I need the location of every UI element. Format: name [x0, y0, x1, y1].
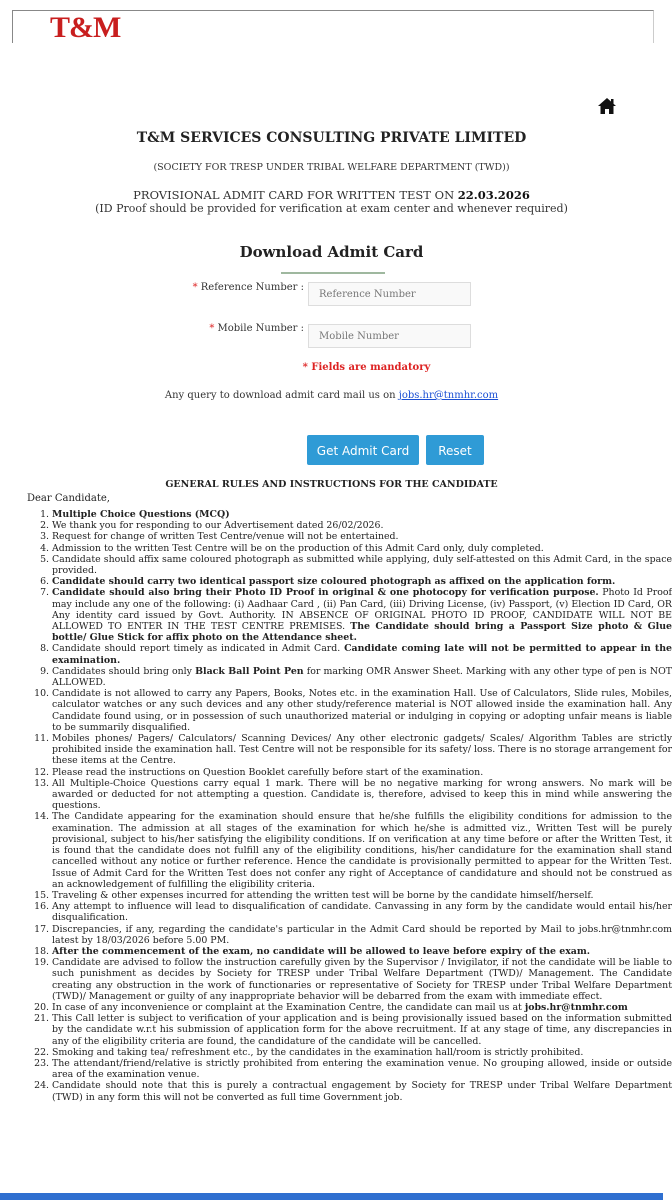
rule-text: Please read the instructions on Question Booklet carefully before start of the examination.: [52, 766, 484, 778]
rule-text: jobs.hr@tnmhr.com: [524, 1001, 628, 1013]
rule-text: Multiple Choice Questions (MCQ): [52, 509, 230, 520]
rule-text: Candidate should also bring their Photo ID Proof in original & one photocopy for verification purpose.: [52, 587, 599, 599]
rule-item: [52, 1002, 672, 1013]
rule-item: [52, 890, 672, 901]
rule-text: Smoking and taking tea/ refreshment etc., by the candidates in the examination hall/room is strictly prohibited.: [52, 1046, 584, 1058]
rule-text: In case of any inconvenience or complaint at the Examination Centre, the candidate can mail us at: [52, 1001, 525, 1013]
rule-item: [52, 767, 672, 778]
rule-text: The attendant/friend/relative is strictly prohibited from entering the examination venue. No grouping allowed, inside or outside area of the examination venue.: [52, 1057, 672, 1081]
bottom-bar: [0, 1193, 663, 1200]
query-note: Any query to download admit card mail us on jobs.hr@tnmhr.com: [164, 390, 499, 401]
rule-item: [52, 924, 672, 946]
rule-text: We thank you for responding to our Advertisement dated 26/02/2026.: [52, 520, 384, 532]
rule-item: [52, 509, 672, 520]
rule-item: [52, 554, 672, 576]
rule-item: [52, 531, 672, 542]
rule-text: Candidates should bring only: [52, 665, 196, 677]
rule-text: Traveling & other expenses incurred for attending the written test will be borne by the candidate himself/herself.: [52, 889, 594, 901]
rule-text: Black Ball Point Pen: [195, 665, 304, 677]
rule-text: Discrepancies, if any, regarding the candidate's particular in the Admit Card should be reported by Mail to jobs.hr@tnmhr.com latest by 18/03/2026 before 5.00 PM.: [52, 923, 672, 946]
rule-text: The Candidate should bring a Passport Size photo & Glue bottle/ Glue Stick for affix photo on the Attendance sheet.: [52, 621, 672, 644]
rule-text: Request for change of written Test Centre/venue will not be entertained.: [52, 531, 399, 543]
id-proof-note: (ID Proof should be provided for verification at exam center and whenever required): [95, 202, 568, 215]
rule-item: [52, 1058, 672, 1080]
rule-item: [52, 666, 672, 688]
rule-item: [52, 957, 672, 1002]
rule-text: for marking OMR Answer Sheet. Marking with any other type of pen is NOT ALLOWED.: [52, 665, 672, 689]
rule-item: [52, 778, 672, 812]
title-underline: [281, 272, 385, 274]
reference-number-label: * Reference Number :: [192, 282, 304, 293]
rule-item: [52, 643, 672, 665]
society-subtitle: (SOCIETY FOR TRESP UNDER TRIBAL WELFARE DEPARTMENT (TWD)): [153, 162, 510, 173]
rule-item: [52, 901, 672, 923]
reset-button[interactable]: Reset: [426, 435, 484, 465]
mobile-number-label: * Mobile Number :: [209, 323, 304, 334]
rule-text: Candidate coming late will not be permitted to appear in the examination.: [52, 643, 672, 666]
rule-text: Mobiles phones/ Pagers/ Calculators/ Scanning Devices/ Any other electronic gadgets/ Scales/ Algorithm Tables are strictly prohibited inside the examination hall. Test Centre will not be responsible for its safety/ loss. There is no storage arrangement for these items at the Centre.: [52, 733, 672, 767]
rule-item: [52, 811, 672, 889]
rule-text: Candidate is not allowed to carry any Papers, Books, Notes etc. in the examination Hall. Use of Calculators, Slide rules, Mobiles, calculator watches or any such devices and any other study/reference material is NOT allowed inside the examination hall. Any Candidate found using, or in possession of such unauthorized material or indulging in copying or adopting unfair means is liable to be summarily disqualified.: [52, 688, 672, 733]
rule-text: Candidate should note that this is purely a contractual engagement by Society for TRESP under Tribal Welfare Department (TWD) in any form this will not be converted as full time Government job.: [52, 1080, 672, 1103]
mandatory-note: * Fields are mandatory: [302, 362, 431, 373]
rule-text: Candidate should report timely as indicated in Admit Card.: [52, 643, 345, 655]
rule-text: Admission to the written Test Centre will be on the production of this Admit Card only, duly completed.: [52, 542, 544, 554]
rule-item: [52, 587, 672, 643]
query-email-link[interactable]: jobs.hr@tnmhr.com: [398, 390, 499, 401]
rule-text: The Candidate appearing for the examination should ensure that he/she fulfills the eligibility conditions for admission to the examination. The admission at all stages of the examination for which he/she is admitted viz., Written Test will be purely provisional, subject to his/her satisfying the eligibility conditions. If on verification at any time before or after the Written Test, it is found that the candidate does not fulfill any of the eligibility conditions, his/her candidature for the examination shall stand cancelled without any notice or further reference. Hence the candidate is provisionally permitted to appear for the Written Test. Issue of Admit Card for the Written Test does not confer any right of Acceptance of candidature and should not be construed as an acknowledgement of fulfilling the eligibility criteria.: [52, 811, 672, 890]
company-name: T&M SERVICES CONSULTING PRIVATE LIMITED: [136, 130, 527, 146]
rule-text: Candidate should affix same coloured photograph as submitted while applying, duly self-attested on this Admit Card, in the space provided.: [52, 553, 672, 577]
exam-date: 22.03.2026: [457, 188, 530, 202]
mobile-number-input[interactable]: [308, 324, 471, 348]
greeting: Dear Candidate,: [27, 493, 110, 504]
rule-item: [52, 1013, 672, 1047]
rule-text: This Call letter is subject to verification of your application and is being provisionally issued based on the information submitted by the candidate w.r.t his submission of application form for the above recruitment. If at any stage of time, any discrepancies in any of the eligibility criteria are found, the candidature of the candidate will be cancelled.: [52, 1013, 672, 1047]
rules-list: [28, 509, 672, 1103]
rule-text: After the commencement of the exam, no candidate will be allowed to leave before expiry of the exam.: [52, 945, 591, 957]
rule-text: Candidate should carry two identical passport size coloured photograph as affixed on the application form.: [52, 576, 616, 588]
provisional-admit-title: PROVISIONAL ADMIT CARD FOR WRITTEN TEST ON 22.03.2026: [133, 188, 530, 202]
logo[interactable]: T&M: [50, 11, 121, 44]
get-admit-card-button[interactable]: Get Admit Card: [307, 435, 419, 465]
rule-item: [52, 543, 672, 554]
rule-text: Photo Id Proof may include any one of the following: (i) Aadhaar Card , (ii) Pan Card, (iii) Driving License, (iv) Passport, (v) Election ID Card, OR Any identity card issued by Govt. Authority. IN ABSENCE OF ORIGINAL PHOTO ID PROOF, CANDIDATE WILL NOT BE ALLOWED TO ENTER IN THE TEST CENTRE PREMISES.: [52, 587, 672, 633]
rule-item: [52, 733, 672, 767]
home-icon[interactable]: [597, 97, 617, 115]
rule-item: [52, 688, 672, 733]
rule-item: [52, 1080, 672, 1102]
download-title: Download Admit Card: [239, 243, 424, 261]
rule-item: [52, 946, 672, 957]
top-bar: [0, 0, 663, 50]
rule-text: Candidate are advised to follow the instruction carefully given by the Supervisor / Invigilator, if not the candidate will be liable to such punishment as decides by Society for TRESP under Tribal Welfare Department (TWD)/ Management. The Candidate creating any obstruction in the work of functionaries or representative of Society for TRESP under Tribal Welfare Department (TWD)/ Management or guilty of any inappropriate behavior will be debarred from the exam with immediate effect.: [52, 957, 672, 1002]
rule-text: All Multiple-Choice Questions carry equal 1 mark. There will be no negative marking for wrong answers. No mark will be awarded or deducted for not attempting a question. Candidate is, therefore, advised to keep this in mind while answering the questions.: [52, 777, 672, 812]
rule-item: [52, 520, 672, 531]
rule-item: [52, 576, 672, 587]
reference-number-input[interactable]: [308, 282, 471, 306]
rule-text: Any attempt to influence will lead to disqualification of candidate. Canvassing in any form by the candidate would entail his/her disqualification.: [52, 901, 672, 924]
rules-title: GENERAL RULES AND INSTRUCTIONS FOR THE CANDIDATE: [165, 479, 498, 490]
rule-item: [52, 1047, 672, 1058]
